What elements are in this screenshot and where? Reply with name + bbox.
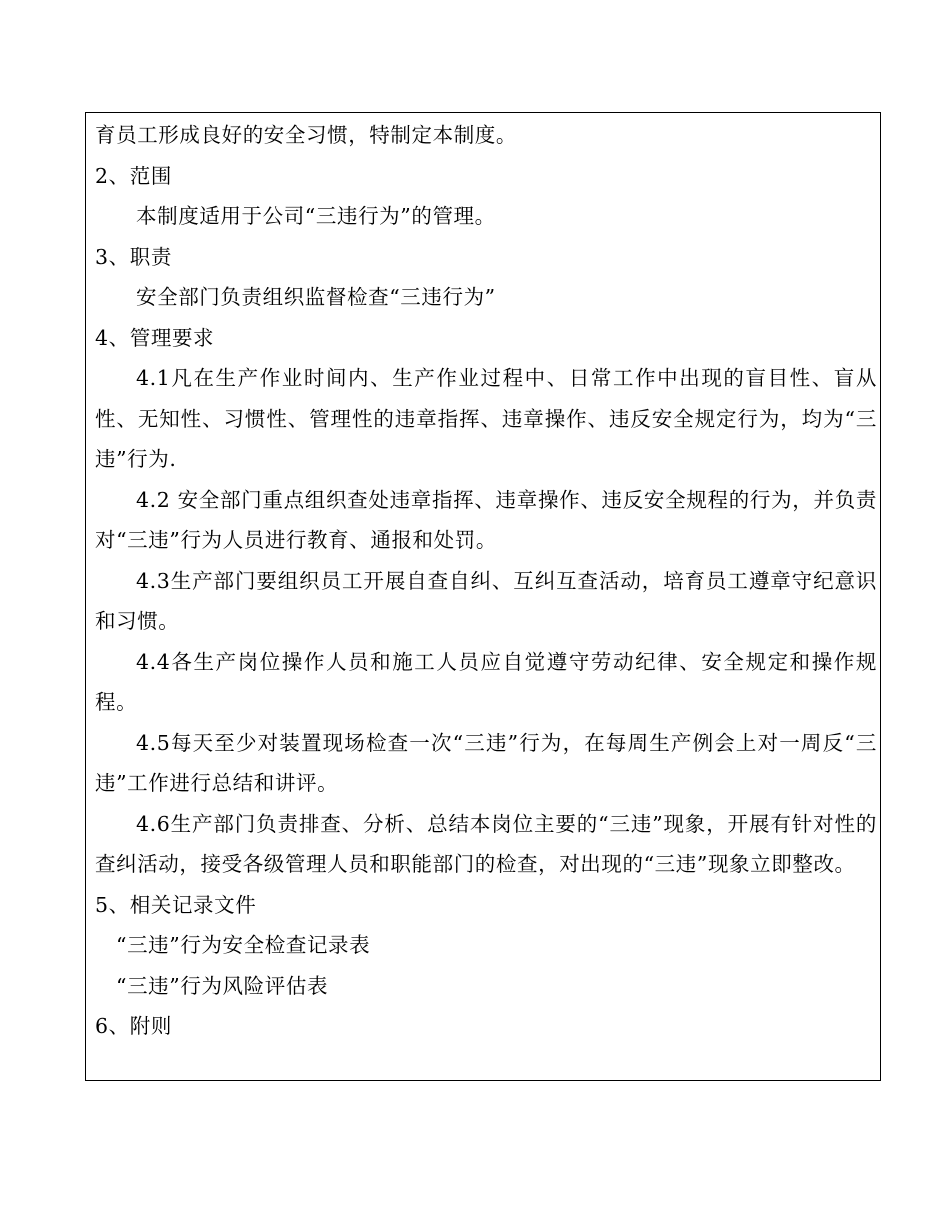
document-frame <box>85 112 881 1081</box>
duty-paragraph: 安全部门负责组织监督检查“三违行为” <box>136 285 496 309</box>
section-heading-appendix: 6、附则 <box>95 1014 172 1038</box>
requirement-4-6: 4.6生产部门负责排查、分析、总结本岗位主要的“三违”现象，开展有针对性的查纠活动，接受各级管理人员和职能部门的检查，对出现的“三违”现象立即整改。 <box>95 811 877 876</box>
record-item: “三违”行为安全检查记录表 <box>116 933 371 957</box>
requirement-4-3: 4.3生产部门要组织员工开展自查自纠、互纠互查活动，培育员工遵章守纪意识和习惯。 <box>95 568 877 633</box>
document-body <box>95 115 877 1047</box>
section-heading-requirements: 4、管理要求 <box>95 325 215 350</box>
record-item: “三违”行为风险评估表 <box>116 973 329 998</box>
requirement-4-2: 4.2 安全部门重点组织查处违章指挥、违章操作、违反安全规程的行为，并负责对“三违”行为人员进行教育、通报和处罚。 <box>95 487 877 552</box>
intro-paragraph: 育员工形成良好的安全习惯，特制定本制度。 <box>95 123 517 147</box>
section-heading-scope: 2、范围 <box>95 163 172 188</box>
section-heading-duty: 3、职责 <box>95 244 172 269</box>
scope-paragraph: 本制度适用于公司“三违行为”的管理。 <box>136 204 496 228</box>
section-heading-records: 5、相关记录文件 <box>95 892 257 917</box>
requirement-4-1: 4.1凡在生产作业时间内、生产作业过程中、日常工作中出现的盲目性、盲从性、无知性、习惯性、管理性的违章指挥、违章操作、违反安全规定行为，均为“三违”行为. <box>95 366 877 471</box>
requirement-4-4: 4.4各生产岗位操作人员和施工人员应自觉遵守劳动纪律、安全规定和操作规程。 <box>95 649 877 714</box>
requirement-4-5: 4.5每天至少对装置现场检查一次“三违”行为，在每周生产例会上对一周反“三违”工作进行总结和讲评。 <box>95 730 877 795</box>
